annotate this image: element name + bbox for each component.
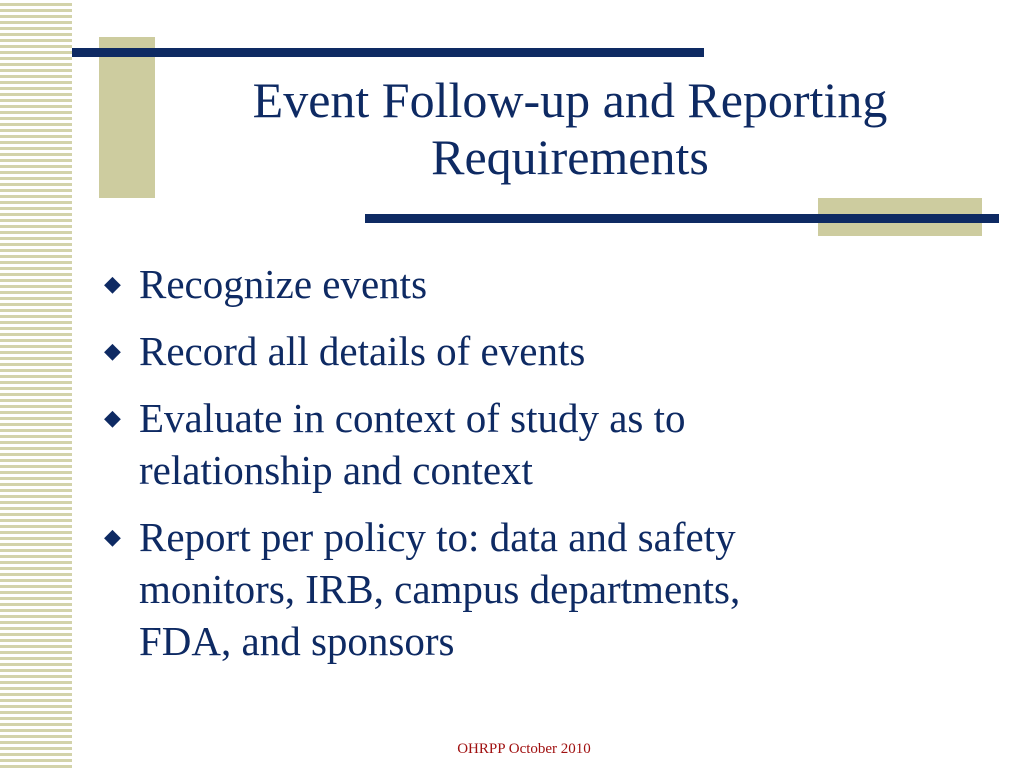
diamond-bullet-icon: ◆: [104, 405, 121, 430]
slide-title-line-1: Event Follow-up and Reporting: [252, 72, 888, 128]
diamond-bullet-icon: ◆: [104, 338, 121, 363]
bullet-text-line: Report per policy to: data and safety: [139, 514, 736, 560]
slide-title: [150, 72, 990, 186]
bullet-text-line: monitors, IRB, campus departments,: [139, 566, 741, 612]
bullet-item: [104, 392, 984, 496]
bullet-text-line: Recognize events: [139, 261, 428, 307]
bullet-item: [104, 325, 984, 377]
diamond-bullet-icon: ◆: [104, 271, 121, 296]
decorative-top-rule: [72, 48, 704, 57]
decorative-stripe-band: [0, 0, 72, 768]
bullet-list: [104, 258, 984, 682]
decorative-bottom-rule: [365, 214, 999, 223]
bullet-text-line: relationship and context: [139, 447, 533, 493]
bullet-item: [104, 258, 984, 310]
diamond-bullet-icon: ◆: [104, 524, 121, 549]
bullet-text-line: Evaluate in context of study as to: [139, 395, 686, 441]
bullet-text-line: FDA, and sponsors: [139, 618, 455, 664]
slide-footer: OHRPP October 2010: [457, 741, 591, 757]
bullet-text-line: Record all details of events: [139, 328, 586, 374]
slide-title-line-2: Requirements: [431, 129, 709, 185]
decorative-top-square: [99, 37, 155, 198]
bullet-item: [104, 511, 984, 667]
